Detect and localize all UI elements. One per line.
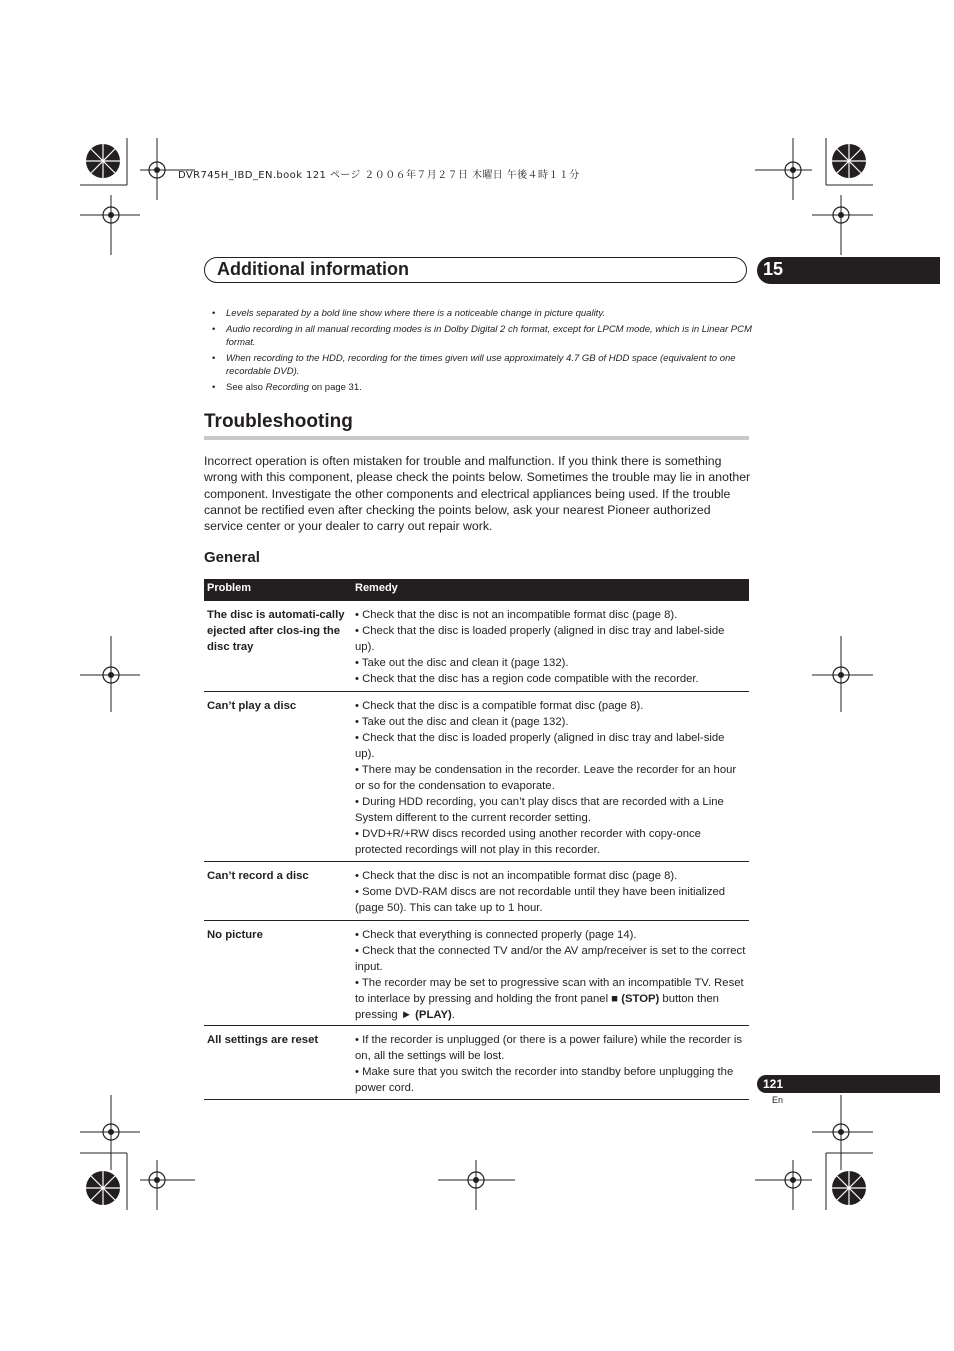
note-text: Audio recording in all manual recording modes is in Dolby Digital 2 ch format, except for LPCM mode, which is in Linear PCM format. xyxy=(226,324,752,348)
troubleshooting-heading: Troubleshooting xyxy=(204,411,353,432)
problem-cell: Can’t record a disc xyxy=(207,870,309,882)
remedy-item: • During HDD recording, you can’t play discs that are recorded with a Line System different to the current recorder setting. xyxy=(355,796,724,824)
print-meta-line: DVR745H_IBD_EN.book 121 ページ ２００６年７月２７日 木曜日 午後４時１１分 xyxy=(178,170,580,181)
note-item xyxy=(212,381,752,394)
stop-button-label: (STOP) xyxy=(621,993,660,1005)
table-row xyxy=(204,921,749,1026)
remedy-item: • Take out the disc and clean it (page 132). xyxy=(355,716,569,728)
column-header-remedy: Remedy xyxy=(355,582,398,594)
remedy-item: • Check that everything is connected properly (page 14). xyxy=(355,929,637,941)
bullet: • xyxy=(212,382,216,393)
note-item xyxy=(212,323,752,349)
language-label: En xyxy=(772,1095,784,1105)
page-number: 121 xyxy=(763,1077,784,1091)
remedy-item: • Check that the disc is loaded properly (aligned in disc tray and label-side up). xyxy=(355,732,725,760)
page-number-tab xyxy=(757,1075,940,1093)
play-button-label: (PLAY) xyxy=(415,1009,452,1021)
remedy-cell xyxy=(355,927,747,1023)
remedy-item: • Check that the disc is not an incompatible format disc (page 8). xyxy=(355,870,678,882)
chapter-tab xyxy=(757,257,940,284)
remedy-cell xyxy=(355,1032,747,1096)
remedy-item: • There may be condensation in the recorder. Leave the recorder for an hour or so for the condensation to evaporate. xyxy=(355,764,737,792)
section-title: Additional information xyxy=(217,259,409,279)
remedy-item: • DVD+R/+RW discs recorded using another recorder with copy-once protected recordings will not play in this recorder. xyxy=(355,828,701,856)
note-text: on page 31. xyxy=(308,382,362,393)
table-row xyxy=(204,601,749,692)
heading-rule xyxy=(204,436,749,440)
notes-list xyxy=(212,307,752,397)
remedy-text: • The recorder may be set to progressive scan with an incompatible TV. Reset to interlace by pressing and holding the front panel ■ xyxy=(355,977,744,1005)
general-heading: General xyxy=(204,549,260,566)
remedy-item: • Check that the disc has a region code compatible with the recorder. xyxy=(355,673,699,685)
remedy-item: • Take out the disc and clean it (page 132). xyxy=(355,657,569,669)
remedy-cell xyxy=(355,607,747,687)
column-header-problem: Problem xyxy=(207,582,252,594)
problem-cell: All settings are reset xyxy=(207,1034,319,1046)
remedy-item: • Check that the disc is loaded properly (aligned in disc tray and label-side up). xyxy=(355,625,725,653)
table-header xyxy=(204,579,749,601)
note-text: See also xyxy=(226,382,266,393)
bullet: • xyxy=(212,308,216,319)
remedy-item: • Check that the disc is a compatible format disc (page 8). xyxy=(355,700,644,712)
remedy-item: • If the recorder is unplugged (or there is a power failure) while the recorder is on, all the settings will be lost. xyxy=(355,1034,742,1062)
note-item xyxy=(212,307,752,320)
note-text: When recording to the HDD, recording for the times given will use approximately 4.7 GB of HDD space (equivalent to one recordable DVD). xyxy=(226,353,736,377)
bullet: • xyxy=(212,324,216,335)
problem-cell: Can’t play a disc xyxy=(207,700,297,712)
remedy-item: • Check that the connected TV and/or the AV amp/receiver is set to the correct input. xyxy=(355,945,746,973)
note-reference: Recording xyxy=(265,382,309,393)
bullet: • xyxy=(212,353,216,364)
problem-cell: The disc is automati-cally ejected after clos-ing the disc tray xyxy=(207,609,345,653)
table-row xyxy=(204,692,749,862)
remedy-text: button then pressing ► xyxy=(355,993,719,1021)
remedy-item xyxy=(355,975,747,1023)
remedy-cell xyxy=(355,698,747,858)
remedy-item: • Check that the disc is not an incompatible format disc (page 8). xyxy=(355,609,678,621)
remedy-text: . xyxy=(451,1009,455,1021)
remedy-item: • Make sure that you switch the recorder into standby before unplugging the power cord. xyxy=(355,1066,734,1094)
chapter-number: 15 xyxy=(763,259,784,279)
table-row xyxy=(204,1026,749,1100)
table-row xyxy=(204,862,749,921)
problem-cell: No picture xyxy=(207,929,263,941)
note-text: Levels separated by a bold line show where there is a noticeable change in picture quality. xyxy=(226,308,606,319)
note-item xyxy=(212,352,752,378)
remedy-item: • Some DVD-RAM discs are not recordable until they have been initialized (page 50). This can take up to 1 hour. xyxy=(355,886,726,914)
troubleshooting-intro: Incorrect operation is often mistaken for trouble and malfunction. If you think there is something wrong with this component, please check the points below. Sometimes the trouble may lie in another component. Investigate the other components and electrical appliances being used. If the trouble cannot be rectified even after checking the points below, ask your nearest Pioneer authorized service center or your dealer to carry out repair work. xyxy=(204,454,751,534)
remedy-cell xyxy=(355,868,747,916)
